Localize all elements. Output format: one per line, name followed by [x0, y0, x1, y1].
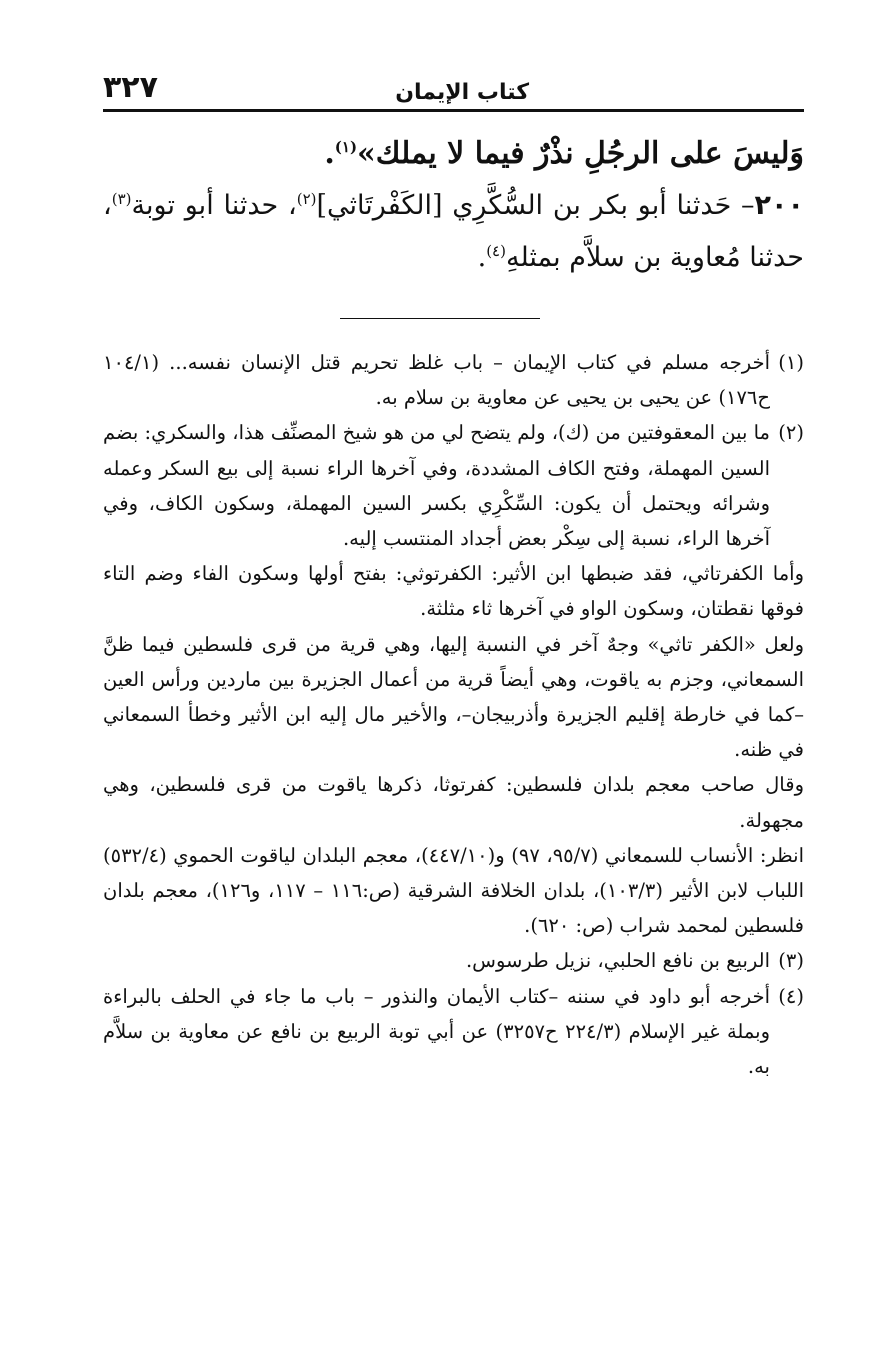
- footnote-2-para-4: وقال صاحب معجم بلدان فلسطين: كفرتوثا، ذكرها ياقوت من قرى فلسطين، وهي مجهولة.: [103, 773, 804, 832]
- footnote-3: [103, 943, 804, 978]
- hadith-text-b: ، حدثنا أبو توبة: [131, 190, 297, 221]
- hadith-text-end: .: [477, 242, 487, 273]
- footnote-number: (٣): [778, 949, 804, 973]
- footnote-text: الربيع بن نافع الحلبي، نزيل طرسوس.: [465, 949, 770, 973]
- page-number: ٣٢٧: [103, 70, 158, 105]
- footnote-2: [103, 415, 804, 556]
- footnote-number: (١): [778, 351, 804, 374]
- footnote-text: أخرجه مسلم في كتاب الإيمان – باب غلظ تحريم قتل الإنسان نفسه... (١٠٤/١ ح١٧٦) عن يحيى بن يحيى عن معاوية بن سلام به.: [103, 351, 770, 410]
- footnote-2-para-3: ولعل «الكفر تاثي» وجهٌ آخر في النسبة إليها، وهي قرية من قرى فلسطين فيما ظنَّ السمعاني، وجزم به ياقوت، وهي أيضاً قرية من أعمال الجزيرة بين ماردين ورأس العين –كما في خارطة إقليم الجزيرة وأذربيجان–، والأخير مال إليه ابن الأثير وخطأ السمعاني في ظنه.: [103, 632, 804, 762]
- footnote-ref-3[interactable]: (٣): [111, 190, 132, 208]
- hadith-number: ٢٠٠: [754, 190, 804, 221]
- main-text: [103, 128, 804, 284]
- footnote-number: (٤): [778, 984, 804, 1008]
- hadith-paragraph: [103, 180, 804, 284]
- hadith-text-c: ، حدثنا مُعاوية بن سلاَّم بمثلهِ: [103, 190, 804, 273]
- page-header: [103, 68, 804, 112]
- footnotes: [103, 345, 804, 1084]
- chapter-title: كتاب الإيمان: [395, 80, 529, 105]
- footnote-text: أخرجه أبو داود في سننه –كتاب الأيمان والنذور – باب ما جاء في الحلف بالبراءة وبملة غير الإسلام (٢٢٤/٣ ح٣٢٥٧) عن أبي توبة الربيع بن نافع عن معاوية بن سلاَّم به.: [103, 984, 770, 1079]
- hadith-text-a: – حَدثنا أبو بكر بن السُّكَّرِي [الكَفْرتَاثي]: [316, 190, 755, 221]
- footnote-ref-4[interactable]: (٤): [486, 242, 506, 260]
- footnote-2-para-2: وأما الكفرتاثي، فقد ضبطها ابن الأثير: الكفرتوثي: بفتح أولها وسكون الفاء وضم التاء فوقها نقطتان، وسكون الواو في آخرها ثاء مثلثة.: [103, 562, 804, 621]
- footnote-number: (٢): [778, 421, 804, 445]
- footnote-ref-2[interactable]: (٢): [296, 190, 317, 208]
- footnote-4: [103, 979, 804, 1085]
- main-line-1-end: .: [324, 136, 335, 171]
- main-line-1-text: وَليسَ على الرجُلِ نذْرٌ فيما لا يملك»: [357, 136, 804, 171]
- footnote-text: ما بين المعقوفتين من (ك)، ولم يتضح لي من هو شيخ المصنِّف هذا، والسكري: بضم السين المهملة، وفتح الكاف المشددة، وفي آخرها الراء نسبة إلى بيع السكر وعمله وشرائه ويحتمل أن يكون: السِّكْرِي بكسر السين المهملة، وسكون الكاف، وفي آخرها الراء، نسبة إلى سِكْر بعض أجداد المنتسب إليه.: [103, 421, 770, 551]
- footnote-2-para-5: انظر: الأنساب للسمعاني (٩٥/٧، ٩٧) و(٤٤٧/١٠)، معجم البلدان لياقوت الحموي (٥٣٢/٤) اللباب لابن الأثير (١٠٣/٣)، بلدان الخلافة الشرقية (ص:١١٦ – ١١٧، و١٢٦)، معجم بلدان فلسطين لمحمد شراب (ص: ٦٢٠).: [103, 843, 804, 938]
- footnote-separator: [340, 318, 540, 319]
- footnote-ref-1[interactable]: (١): [334, 138, 358, 156]
- footnote-1: [103, 345, 804, 415]
- main-line-1: [103, 128, 804, 180]
